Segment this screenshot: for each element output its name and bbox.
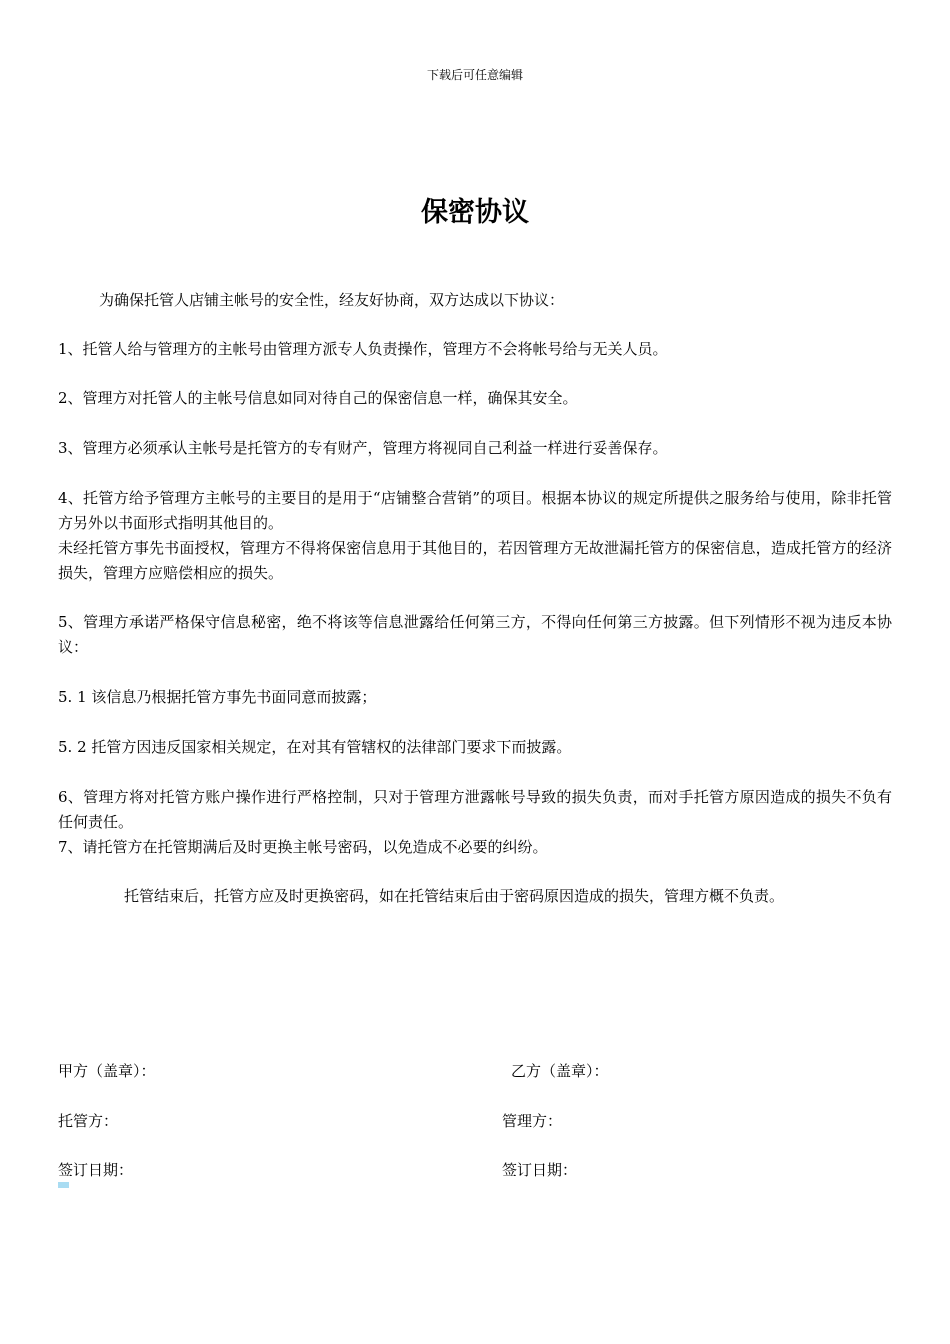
clause-4-part-2: 未经托管方事先书面授权，管理方不得将保密信息用于其他目的，若因管理方无故泄漏托管方的保密信息，造成托管方的经济损失，管理方应赔偿相应的损失。 <box>58 539 892 582</box>
clause-5-1: 5. 1 该信息乃根据托管方事先书面同意而披露； <box>58 688 377 706</box>
clause-6: 6、管理方将对托管方账户操作进行严格控制，只对于管理方泄露帐号导致的损失负责，而对手托管方原因造成的损失不负有任何责任。 <box>58 788 892 831</box>
clause-4-part-1: 4、托管方给予管理方主帐号的主要目的是用于“店铺整合营销”的项目。根据本协议的规定所提供之服务给与使用，除非托管方另外以书面形式指明其他目的。 <box>58 489 892 532</box>
intro-paragraph: 为确保托管人店铺主帐号的安全性，经友好协商，双方达成以下协议： <box>99 291 565 309</box>
text-cursor-highlight <box>58 1182 69 1188</box>
clause-5: 5、管理方承诺严格保守信息秘密，绝不将该等信息泄露给任何第三方，不得向任何第三方披露。但下列情形不视为违反本协议： <box>58 613 892 656</box>
party-a-seal-label: 甲方（盖章）： <box>58 1062 156 1080</box>
party-b-seal-label: 乙方（盖章）： <box>511 1062 609 1080</box>
closing-paragraph: 托管结束后，托管方应及时更换密码，如在托管结束后由于密码原因造成的损失，管理方概不负责。 <box>124 887 785 905</box>
clause-2: 2、管理方对托管人的主帐号信息如同对待自己的保密信息一样，确保其安全。 <box>58 389 578 407</box>
clause-5-2: 5. 2 托管方因违反国家相关规定，在对其有管辖权的法律部门要求下而披露。 <box>58 738 572 756</box>
party-a-role-label: 托管方： <box>58 1112 119 1130</box>
party-a-date-label: 签订日期： <box>58 1161 134 1179</box>
party-b-role-label: 管理方： <box>502 1112 563 1130</box>
page-title: 保密协议 <box>421 197 529 228</box>
header-note: 下载后可任意编辑 <box>426 68 523 82</box>
clause-7: 7、请托管方在托管期满后及时更换主帐号密码，以免造成不必要的纠纷。 <box>58 838 548 856</box>
clause-3: 3、管理方必须承认主帐号是托管方的专有财产，管理方将视同自己利益一样进行妥善保存。 <box>58 439 668 457</box>
clause-1: 1、托管人给与管理方的主帐号由管理方派专人负责操作，管理方不会将帐号给与无关人员。 <box>58 340 668 358</box>
clause-6-7 <box>58 785 892 860</box>
party-b-date-label: 签订日期： <box>502 1161 578 1179</box>
clause-4 <box>58 486 892 586</box>
